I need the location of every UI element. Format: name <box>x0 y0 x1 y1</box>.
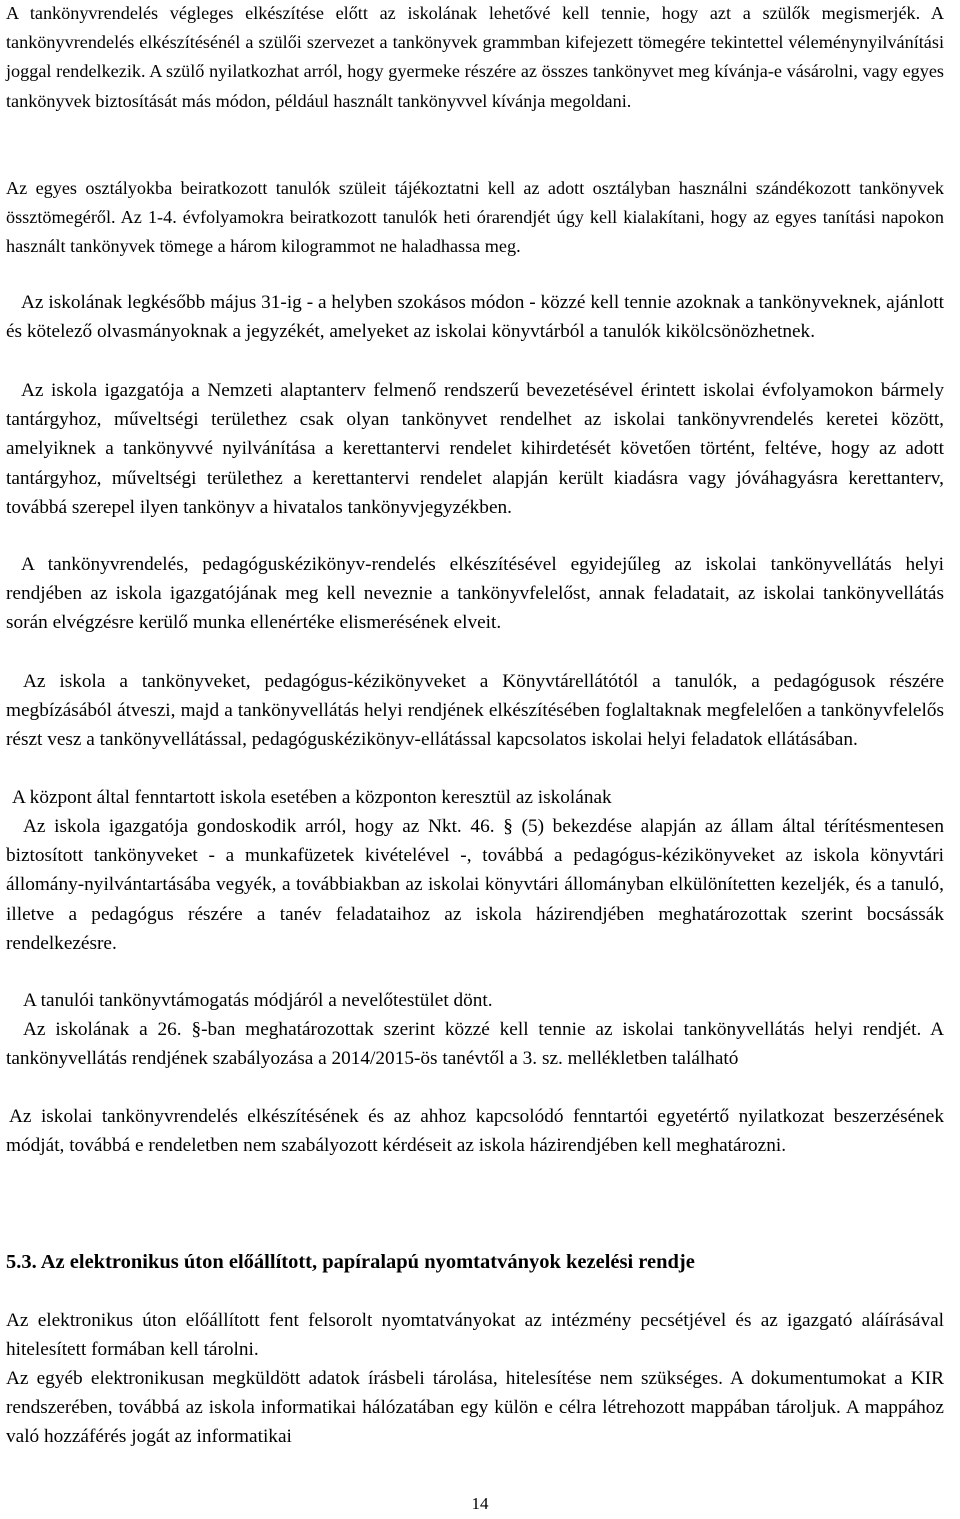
paragraph-free-textbooks: Az iskola igazgatója gondoskodik arról, hogy az Nkt. 46. § (5) bekezdése alapján az állam által térítésmentesen biztosított tankönyveket - a munkafüzetek kivételével -, továbbá a pedagógus-kézikönyveket az iskola könyvtári állomány-nyilvántartásába vegyék, a továbbiakban az iskolai könyvtári állományban elkülönítetten kezeljék, és a tanuló, illetve a pedagógus részére a tanév feladataihoz az iskola házirendjében meghatározottak szerint bocsássák rendelkezésre. <box>6 816 944 954</box>
paragraph-textbook-officer: A tankönyvrendelés, pedagóguskézikönyv-rendelés elkészítésével egyidejűleg az iskolai tankönyvellátás helyi rendjében az iskola igazgatójának meg kell neveznie a tankönyvfelelőst, annak feladatait, az iskolai tankönyvellátás során elvégzésre kerülő munka ellenértéke elismerésének elveit. <box>6 554 944 634</box>
paragraph-library-list: Az iskolának legkésőbb május 31-ig - a helyben szokásos módon - közzé kell tennie azoknak a tankönyveknek, ajánlott és kötelező olvasmányoknak a jegyzékét, amelyeket az iskolai könyvtárból a tanulók kikölcsönözhetnek. <box>6 292 944 343</box>
paragraph-house-rules: Az iskolai tankönyvrendelés elkészítésének és az ahhoz kapcsolódó fenntartói egyetértő nyilatkozat beszerzésének módját, továbbá e rendeletben nem szabályozott kérdéseit az iskola házirendjében kell meghatározni. <box>6 1106 944 1157</box>
page-number: 14 <box>471 1494 489 1513</box>
paragraph-principal-orders: Az iskola igazgatója a Nemzeti alaptanterv felmenő rendszerű bevezetésével érintett iskolai évfolyamokon bármely tantárgyhoz, műveltségi területhez csak olyan tankönyvet rendelhet az iskolai tankönyvrendelés keretei között, amelyiknek a tankönyvvé nyilvánítása a kerettantervi rendelet kihirdetését követően történt, feltéve, hogy az adott tantárgyhoz, műveltségi területhez a kerettantervi rendelet alapján került kiadásra vagy jóváhagyásra kerettanterv, továbbá szerepel ilyen tankönyv a hivatalos tankönyvjegyzékben. <box>6 380 944 518</box>
paragraph-class-weight: Az egyes osztályokba beiratkozott tanulók szüleit tájékoztatni kell az adott osztályban használni szándékozott tankönyvek össztömegéről. Az 1-4. évfolyamokra beiratkozott tanulók heti órarendjét úgy kell kialakítani, hogy az egyes tanítási napokon használt tankönyvek tömege a három kilogrammot ne haladhassa meg. <box>6 178 944 257</box>
paragraph-central-school: A központ által fenntartott iskola esetében a központon keresztül az iskolának <box>12 787 612 808</box>
paragraph-publication: Az iskolának a 26. §-ban meghatározottak szerint közzé kell tennie az iskolai tankönyvellátás helyi rendjét. A tankönyvellátás rendjének szabályozása a 2014/2015-ös tanévtől a 3. sz. mellékletben található <box>6 1019 944 1070</box>
paragraph-parent-notice: A tankönyvrendelés végleges elkészítése előtt az iskolának lehetővé kell tennie, hogy azt a szülők megismerjék. A tankönyvrendelés elkészítésénél a szülői szervezet a tankönyvek grammban kifejezett tömegére tekintettel véleménynyilvánítási joggal rendelkezik. A szülő nyilatkozhat arról, hogy gyermeke részére az összes tankönyvet meg kívánja-e vásárolni, vagy egyes tankönyvek biztosítását más módon, például használt tankönyvvel kívánja megoldani. <box>6 3 944 111</box>
paragraph-printed-forms: Az elektronikus úton előállított fent felsorolt nyomtatványokat az intézmény pecsétjével és az igazgató aláírásával hitelesített formában kell tárolni. <box>6 1310 944 1361</box>
paragraph-support-decision: A tanulói tankönyvtámogatás módjáról a nevelőtestület dönt. <box>23 990 493 1011</box>
paragraph-textbook-receipt: Az iskola a tankönyveket, pedagógus-kézikönyveket a Könyvtárellátótól a tanulók, a pedagógusok részére megbízásából átveszi, majd a tankönyvellátás helyi rendjének elkészítésében foglaltaknak megfelelően a tankönyvfelelős részt vesz a tankönyvellátással, pedagóguskézikönyv-ellátással kapcsolatos iskolai helyi feladatok ellátásában. <box>6 671 944 751</box>
section-heading: 5.3. Az elektronikus úton előállított, papíralapú nyomtatványok kezelési rendje <box>6 1251 695 1273</box>
paragraph-electronic-storage: Az egyéb elektronikusan megküldött adatok írásbeli tárolása, hitelesítése nem szükséges. A dokumentumokat a KIR rendszerében, továbbá az iskola informatikai hálózatában egy külön e célra létrehozott mappában tároljuk. A mappához való hozzáférés jogát az informatikai <box>6 1368 944 1448</box>
